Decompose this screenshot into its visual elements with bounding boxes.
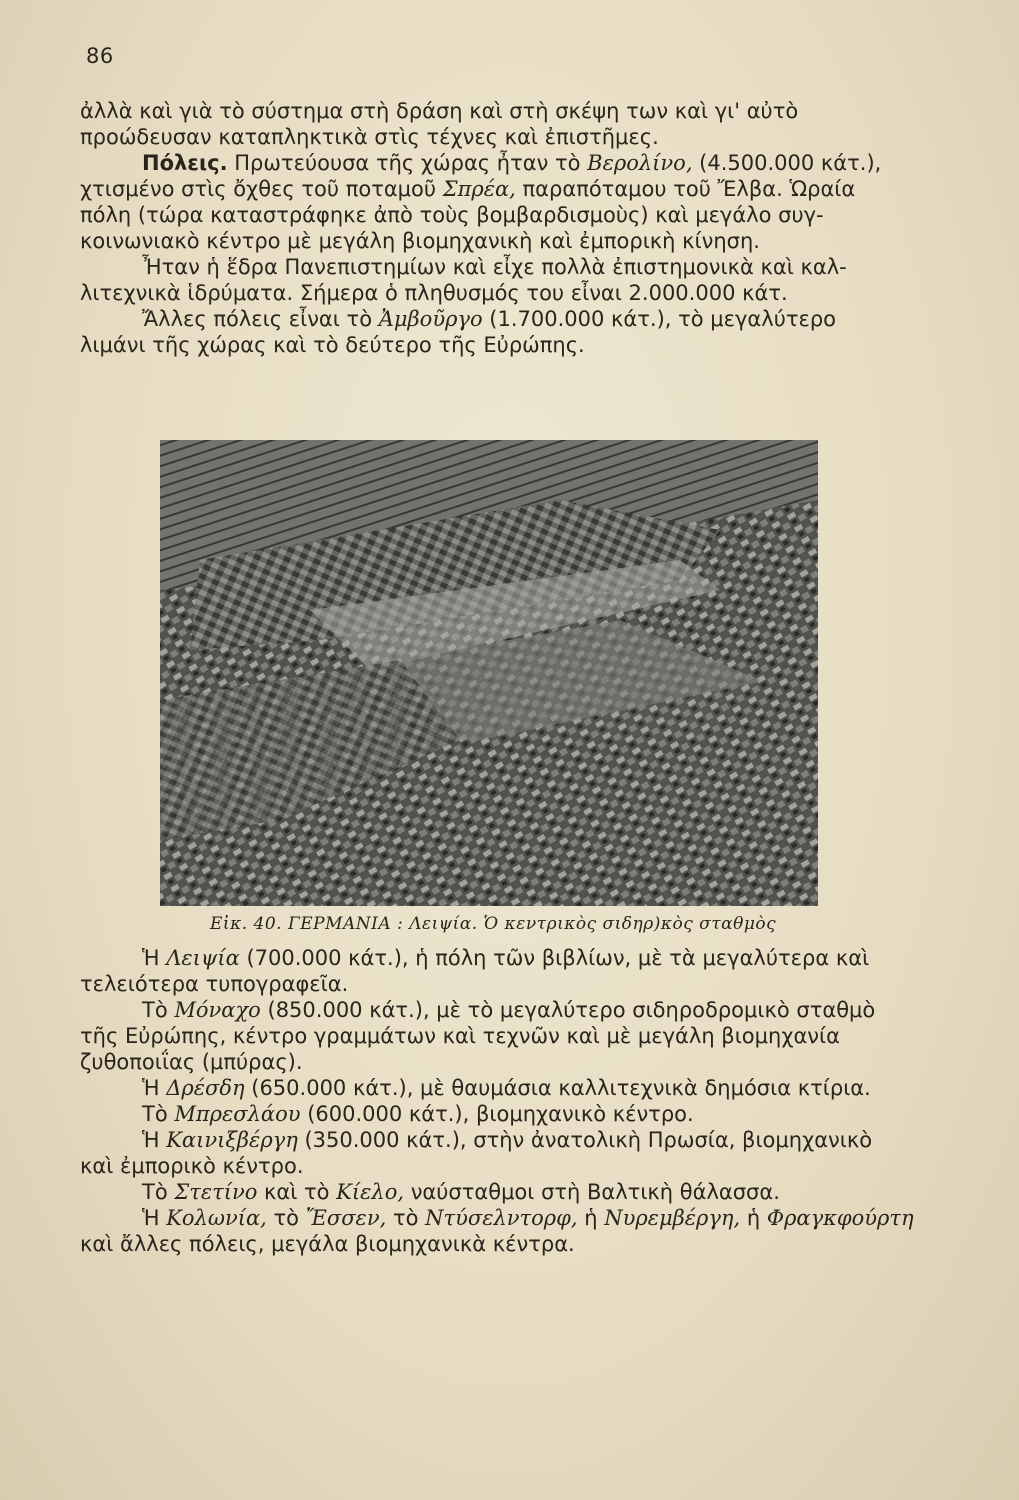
city-name: Νυρεμβέργη, bbox=[604, 1206, 741, 1230]
city-name: Μπρεσλάου bbox=[174, 1102, 301, 1126]
text-line: καὶ ἐμπορικὸ κέντρο. bbox=[80, 1154, 304, 1178]
top-text-block bbox=[80, 98, 930, 358]
text-line: λιτεχνικὰ ἱδρύματα. Σήμερα ὁ πληθυσμός του εἶναι 2.000.000 κάτ. bbox=[80, 281, 788, 305]
page-number: 86 bbox=[86, 44, 114, 68]
text-line: τῆς Εὐρώπης, κέντρο γραμμάτων καὶ τεχνῶν καὶ μὲ μεγάλη βιομηχανία bbox=[80, 1024, 840, 1048]
city-name: Στετίνο bbox=[174, 1180, 258, 1204]
text-line: προώδευσαν καταπληκτικὰ στὶς τέχνες καὶ ἐπιστῆμες. bbox=[80, 125, 659, 149]
text-line: Ἡ Κολωνία, τὸ Ἔσσεν, τὸ Ντύσελντορφ, ἡ Νυρεμβέργη, ἡ Φραγκφούρτη bbox=[142, 1206, 914, 1230]
city-name: Ἔσσεν, bbox=[305, 1206, 387, 1230]
text-line: Τὸ Μπρεσλάου (600.000 κάτ.), βιομηχανικὸ κέντρο. bbox=[142, 1102, 694, 1126]
text-line: ζυθοποιΐας (μπύρας). bbox=[80, 1050, 303, 1074]
aerial-photo-illustration bbox=[160, 440, 818, 906]
city-name: Μόναχο bbox=[174, 998, 261, 1022]
text-line: ἀλλὰ καὶ γιὰ τὸ σύστημα στὴ δράση καὶ στὴ σκέψη των καὶ γι' αὐτὸ bbox=[80, 99, 799, 123]
river-name: Σπρέα, bbox=[442, 177, 516, 201]
text-line: πόλη (τώρα καταστράφηκε ἀπὸ τοὺς βομβαρδισμοὺς) καὶ μεγάλο συγ- bbox=[80, 203, 824, 227]
leipzig-station-photo bbox=[160, 440, 818, 906]
city-name: Δρέσδη bbox=[166, 1076, 245, 1100]
text-line: Ἄλλες πόλεις εἶναι τὸ Ἀμβοῦργο (1.700.000 κάτ.), τὸ μεγαλύτερο bbox=[142, 307, 837, 331]
text-line: Ἡ Λειψία (700.000 κάτ.), ἡ πόλη τῶν βιβλίων, μὲ τὰ μεγαλύτερα καὶ bbox=[142, 946, 870, 970]
text-line: Τὸ Μόναχο (850.000 κάτ.), μὲ τὸ μεγαλύτερο σιδηροδρομικὸ σταθμὸ bbox=[142, 998, 876, 1022]
figure-caption: Εἰκ. 40. ΓΕΡΜΑΝΙΑ : Λειψία. Ὁ κεντρικὸς σιδηρ)κὸς σταθμὸς bbox=[210, 914, 777, 934]
city-name: Κίελο, bbox=[336, 1180, 405, 1204]
text-line: λιμάνι τῆς χώρας καὶ τὸ δεύτερο τῆς Εὐρώπης. bbox=[80, 333, 585, 357]
city-name: Λειψία bbox=[166, 946, 240, 970]
text-line: τελειότερα τυπογραφεῖα. bbox=[80, 972, 349, 996]
text-line: καὶ ἄλλες πόλεις, μεγάλα βιομηχανικὰ κέντρα. bbox=[80, 1232, 575, 1256]
text-line: Ἦταν ἡ ἕδρα Πανεπιστημίων καὶ εἶχε πολλὰ ἐπιστημονικὰ καὶ καλ- bbox=[142, 255, 847, 279]
city-name: Ἀμβοῦργο bbox=[378, 307, 483, 331]
bottom-text-block bbox=[80, 945, 930, 1257]
text-line: Τὸ Στετίνο καὶ τὸ Κίελο, ναύσταθμοι στὴ Βαλτικὴ θάλασσα. bbox=[142, 1180, 780, 1204]
text-line: κοινωνιακὸ κέντρο μὲ μεγάλη βιομηχανικὴ καὶ ἐμπορικὴ κίνηση. bbox=[80, 229, 760, 253]
text-line: Ἡ Καινιξβέργη (350.000 κάτ.), στὴν ἀνατολικὴ Πρωσία, βιομηχανικὸ bbox=[142, 1128, 873, 1152]
text-line: χτισμένο στὶς ὄχθες τοῦ ποταμοῦ Σπρέα, παραπόταμου τοῦ Ἔλβα. Ὡραία bbox=[80, 177, 856, 201]
city-name: Καινιξβέργη bbox=[166, 1128, 298, 1152]
city-name: Βερολίνο, bbox=[587, 151, 693, 175]
city-name: Κολωνία, bbox=[166, 1206, 267, 1230]
section-heading-cities: Πόλεις. bbox=[142, 151, 228, 175]
text-line: Πόλεις. Πρωτεύουσα τῆς χώρας ἦταν τὸ Βερολίνο, (4.500.000 κάτ.), bbox=[142, 151, 882, 175]
city-name: Ντύσελντορφ, bbox=[425, 1206, 578, 1230]
text-line: Ἡ Δρέσδη (650.000 κάτ.), μὲ θαυμάσια καλλιτεχνικὰ δημόσια κτίρια. bbox=[142, 1076, 871, 1100]
city-name: Φραγκφούρτη bbox=[766, 1206, 914, 1230]
